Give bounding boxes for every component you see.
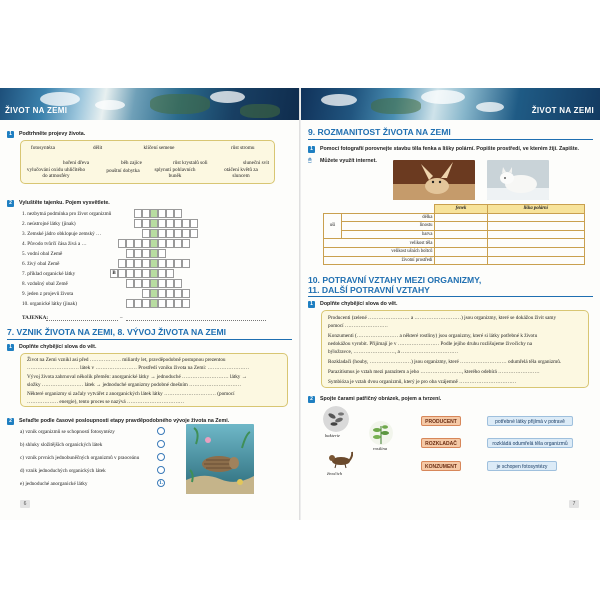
word-box xyxy=(20,140,275,184)
task-number: 2 xyxy=(7,418,14,425)
crossword-solution-cell[interactable] xyxy=(150,239,158,248)
crossword-cell[interactable] xyxy=(142,289,150,298)
section-rule xyxy=(308,139,593,140)
word[interactable]: hoření dřeva xyxy=(63,160,90,166)
crossword-cell[interactable] xyxy=(134,239,142,248)
fill-line[interactable]: Parazitismus je vztah mezi parazitem a jeho ……………………, kterého odebírá …………………… xyxy=(328,369,540,375)
clue: 9. jeden z projevů života xyxy=(22,291,74,297)
crossword-cell[interactable] xyxy=(126,299,134,308)
crossword-cell[interactable] xyxy=(118,239,126,248)
crossword-cell[interactable] xyxy=(174,239,182,248)
crossword-cell[interactable] xyxy=(182,219,190,228)
term-rozkladac[interactable]: ROZKLADAČ xyxy=(421,438,461,448)
crossword-cell[interactable] xyxy=(142,249,150,258)
word[interactable]: klíčení semene xyxy=(143,145,175,151)
crossword-cell[interactable] xyxy=(166,239,174,248)
word[interactable]: růst stromu xyxy=(231,145,255,151)
crossword-cell[interactable] xyxy=(134,219,142,228)
crossword-cell[interactable] xyxy=(174,209,182,218)
word[interactable]: slunečni svit xyxy=(243,160,270,166)
task-hint: Můžete využít internet. xyxy=(320,158,377,164)
crossword-cell[interactable] xyxy=(166,269,174,278)
crossword-cell[interactable] xyxy=(158,209,166,218)
clue: 2. neústrojné látky (jinak) xyxy=(22,221,76,227)
task-number: 2 xyxy=(308,396,315,403)
table-cell[interactable] xyxy=(487,239,584,248)
crossword-solution-cell[interactable] xyxy=(150,299,158,308)
crossword-cell[interactable] xyxy=(182,299,190,308)
crossword-cell[interactable] xyxy=(166,259,174,268)
row-label: velikost ušních boltců xyxy=(324,247,435,256)
table-cell[interactable] xyxy=(487,256,584,265)
word[interactable]: fotosyntéza xyxy=(31,145,55,151)
fill-line[interactable]: Vývoj života zahrnoval několik přeměn: anorganické látky → jednoduché ……………………… látky → xyxy=(27,374,247,380)
section-title: 10. POTRAVNÍ VZTAHY MEZI ORGANIZMY, xyxy=(308,275,482,285)
word[interactable]: dělit xyxy=(93,145,103,151)
task-heading: Spojte čarami patřičný obrázek, pojem a tvrzení. xyxy=(320,396,442,402)
crossword-cell[interactable] xyxy=(142,219,150,228)
table-cell[interactable] xyxy=(435,247,487,256)
word[interactable]: běh zajíce xyxy=(121,160,142,166)
crossword-cell[interactable] xyxy=(134,209,142,218)
clue: 7. příklad organické látky xyxy=(22,271,76,277)
fill-line[interactable]: Konzumenti (…………………… a některé rostliny) jsou organizmy, které si látky potřebné k životu xyxy=(328,333,538,339)
crossword-solution-cell[interactable] xyxy=(150,209,158,218)
crossword-solution-cell[interactable] xyxy=(150,229,158,238)
order-item: b) shluky složitějších organických látek xyxy=(20,442,103,448)
statement[interactable]: potřebné látky přijímá v potravě xyxy=(487,416,573,426)
crossword-letter-cell[interactable]: B xyxy=(110,269,118,278)
table-cell[interactable] xyxy=(435,256,487,265)
bacteria-image[interactable] xyxy=(323,406,349,432)
crossword-cell[interactable] xyxy=(142,269,150,278)
crossword-cell[interactable] xyxy=(158,219,166,228)
fill-line[interactable]: pomocí ……………………. xyxy=(328,323,388,329)
term-producent[interactable]: PRODUCENT xyxy=(421,416,461,426)
crossword-cell[interactable] xyxy=(166,279,174,288)
order-item: a) vznik organizmů se schopností fotosyntézy xyxy=(20,429,115,435)
answer-line[interactable] xyxy=(126,320,266,321)
table-cell[interactable] xyxy=(435,239,487,248)
table-cell[interactable] xyxy=(487,222,584,231)
answer-label: TAJENKA: xyxy=(22,315,49,321)
image-label: bakterie xyxy=(325,433,341,438)
crossword-cell[interactable] xyxy=(142,259,150,268)
page-number: 6 xyxy=(20,500,30,508)
plant-image[interactable] xyxy=(369,420,393,446)
crossword-cell[interactable] xyxy=(134,249,142,258)
order-item: d) vznik jednoduchých organických látek xyxy=(20,468,106,474)
crossword-cell[interactable] xyxy=(158,229,166,238)
crossword-cell[interactable] xyxy=(158,279,166,288)
table-cell[interactable] xyxy=(435,222,487,231)
order-circle[interactable] xyxy=(157,466,165,474)
task-number: 1 xyxy=(308,301,315,308)
crossword-solution-cell[interactable] xyxy=(150,259,158,268)
clue: 8. vzdušný obal Země xyxy=(22,281,68,287)
left-page xyxy=(0,88,299,520)
crossword-solution-cell[interactable] xyxy=(150,289,158,298)
crossword-cell[interactable] xyxy=(134,269,142,278)
clue: 4. Původo tvůrčí čása živá a … xyxy=(22,241,87,247)
section-title: 9. ROZMANITOST ŽIVOTA NA ZEMI xyxy=(308,127,451,137)
crossword-cell[interactable] xyxy=(142,299,150,308)
crossword-cell[interactable] xyxy=(126,259,134,268)
task-heading: Vyluštěte tajenku. Pojem vysvětlete. xyxy=(19,200,110,206)
image-label: živočich xyxy=(327,471,343,476)
order-circle[interactable] xyxy=(157,427,165,435)
word[interactable]: splynutí pohlavních buněk xyxy=(154,167,196,179)
crossword-cell[interactable] xyxy=(118,259,126,268)
crossword-cell[interactable] xyxy=(174,229,182,238)
crossword-cell[interactable] xyxy=(190,229,198,238)
word[interactable]: pouštní dobytka xyxy=(106,168,140,174)
table-header-fennec: fenek xyxy=(435,205,487,214)
crossword-cell[interactable] xyxy=(126,249,134,258)
crossword-cell[interactable] xyxy=(158,269,166,278)
clue: 3. Zemské jádro obklopuje zemský … xyxy=(22,231,102,237)
order-circle-filled[interactable]: 1. xyxy=(157,479,165,487)
task-number: 1 xyxy=(7,344,14,351)
crossword-cell[interactable] xyxy=(126,239,134,248)
crossword-cell[interactable] xyxy=(182,289,190,298)
crossword-cell[interactable] xyxy=(174,279,182,288)
table-cell[interactable] xyxy=(487,230,584,239)
row-group-label: uši xyxy=(324,213,342,239)
table-cell[interactable] xyxy=(435,213,487,222)
word[interactable]: růst krystalů soli xyxy=(173,160,208,166)
crossword-cell[interactable] xyxy=(190,219,198,228)
task-heading: Doplňte chybějící slova do vět. xyxy=(320,301,398,307)
crossword-cell[interactable] xyxy=(182,239,190,248)
crossword-cell[interactable] xyxy=(166,299,174,308)
right-banner-earth-image xyxy=(301,88,600,120)
fill-line[interactable]: ………………………… látek v …………………… Prostředí vzniku života na Zemi: …………………… xyxy=(27,365,250,371)
fill-line[interactable]: Rozkladači (houby, ……………………) jsou organizmy, které ……………………… odumřelá těla organizmů. xyxy=(328,359,562,365)
animal-image[interactable] xyxy=(327,448,353,470)
answer-line[interactable] xyxy=(46,320,118,321)
section-title: 11. DALŠÍ POTRAVNÍ VZTAHY xyxy=(308,285,430,295)
crossword-solution-cell[interactable] xyxy=(150,279,158,288)
order-item: e) jednoduché anorganické látky xyxy=(20,481,88,487)
crossword-cell[interactable] xyxy=(134,259,142,268)
fill-line[interactable]: složky …………………… látek → jednoduché organizmy podobné dnešním ………………………… xyxy=(27,382,242,388)
word[interactable]: otáčení květů za sluncem xyxy=(224,167,258,179)
clue: 6. živý obal Země xyxy=(22,261,60,267)
order-circle[interactable] xyxy=(157,453,165,461)
task-number: 1 xyxy=(7,131,14,138)
crossword-cell[interactable] xyxy=(182,229,190,238)
fill-in-box[interactable] xyxy=(20,353,288,407)
crossword-cell[interactable] xyxy=(118,269,126,278)
internet-icon: 🖱 xyxy=(308,158,312,164)
row-label: životní prostředí xyxy=(324,256,435,265)
task-heading: Doplňte chybějící slova do vět. xyxy=(19,344,97,350)
image-label: rostlina xyxy=(373,446,388,451)
order-item: c) vznik prvních jednobuněčných organizmů v praoceánu xyxy=(20,455,140,461)
crossword-cell[interactable] xyxy=(142,239,150,248)
task-heading: Podtrhněte projevy života. xyxy=(19,131,86,137)
crossword-cell[interactable] xyxy=(182,259,190,268)
table-cell[interactable] xyxy=(435,230,487,239)
crossword-cell[interactable] xyxy=(142,279,150,288)
crossword-solution-cell[interactable] xyxy=(150,249,158,258)
task-number: 2 xyxy=(7,200,14,207)
crossword-cell[interactable] xyxy=(134,299,142,308)
section-title: 7. VZNIK ŽIVOTA NA ZEMI, 8. VÝVOJ ŽIVOTA NA ZEMI xyxy=(7,327,226,337)
right-banner-title: ŽIVOT NA ZEMI xyxy=(531,106,594,115)
crossword-cell[interactable] xyxy=(158,239,166,248)
right-page xyxy=(301,88,600,520)
crossword-cell[interactable] xyxy=(166,219,174,228)
row-label: barva xyxy=(342,230,435,239)
crossword-cell[interactable] xyxy=(166,289,174,298)
comparison-table[interactable] xyxy=(323,204,585,265)
crossword-cell[interactable] xyxy=(166,209,174,218)
crossword-solution-cell[interactable] xyxy=(150,219,158,228)
section-rule xyxy=(7,339,292,340)
crossword-cell[interactable] xyxy=(174,299,182,308)
table-header-arctic-fox: liška polární xyxy=(487,205,584,214)
left-banner-earth-image xyxy=(0,88,299,120)
fill-line[interactable]: ……………… energie), tento proces se nazývá …………………………… xyxy=(27,399,185,405)
crossword-solution-cell[interactable] xyxy=(150,269,158,278)
fill-line[interactable]: Některé organizmy si začaly vytvářet z anorganických látek látky ………………………… (pomocí xyxy=(27,391,235,397)
left-banner-title: ŽIVOT NA ZEMI xyxy=(5,106,68,115)
arctic-fox-photo xyxy=(487,160,549,200)
trilobite-fossil-illustration xyxy=(186,424,254,494)
task-number: 1 xyxy=(308,146,315,153)
fill-in-box[interactable] xyxy=(321,310,589,388)
textbook-spread xyxy=(0,88,600,520)
crossword-cell[interactable] xyxy=(174,289,182,298)
statement[interactable]: rozkládá odumřelá těla organizmů xyxy=(487,438,573,448)
fill-line[interactable]: Život na Zemi vznikl asi před ……………… miliardy let, pravděpodobně postupnou prezentou xyxy=(27,357,226,363)
crossword-cell[interactable] xyxy=(126,279,134,288)
crossword-cell[interactable] xyxy=(158,299,166,308)
crossword-cell[interactable] xyxy=(142,229,150,238)
crossword-cell[interactable] xyxy=(134,279,142,288)
order-circle[interactable] xyxy=(157,440,165,448)
answer-dash: – xyxy=(120,315,123,321)
crossword-cell[interactable] xyxy=(158,259,166,268)
fill-line[interactable]: nedokážou vyrobit. Přijímají je v …………………… Podle jejího druhu rozlišujeme živočichy na xyxy=(328,341,533,347)
clue: 1. nezbytná podmínka pro život organizmů xyxy=(22,211,112,217)
task-heading: Seřaďte podle časové posloupnosti etapy pravděpodobného vývoje života na Zemi. xyxy=(19,418,230,424)
word[interactable]: vylučování oxidu uhličitého do atmosféry xyxy=(26,167,86,179)
statement[interactable]: je schopen fotosyntézy xyxy=(487,461,557,471)
fill-line[interactable]: Producenti (zelené …………………… a ………………………) jsou organizmy, které se dokážou živit samy xyxy=(328,315,557,321)
crossword-cell[interactable] xyxy=(158,289,166,298)
crossword-cell[interactable] xyxy=(158,249,166,258)
page-number: 7 xyxy=(569,500,579,508)
crossword-cell[interactable] xyxy=(174,219,182,228)
row-label: velikost těla xyxy=(324,239,435,248)
fill-line[interactable]: Symbióza je vztah dvou organizmů, který je pro oba vzájemně …………………………… xyxy=(328,379,517,385)
crossword-cell[interactable] xyxy=(166,229,174,238)
fill-line[interactable]: býložravce, ……………………, a …………………………… xyxy=(328,349,459,355)
row-label: délka xyxy=(342,213,435,222)
table-cell[interactable] xyxy=(487,213,584,222)
section-rule xyxy=(308,296,593,297)
fennec-fox-photo xyxy=(393,160,475,200)
clue: 5. vodní obal Země xyxy=(22,251,63,257)
crossword-cell[interactable] xyxy=(174,259,182,268)
term-konzument[interactable]: KONZUMENT xyxy=(421,461,461,471)
task-heading: Pomocí fotografií porovnejte stavbu těla fenka a lišky polární. Popište prostředí, ve kterém žijí. Zapište. xyxy=(320,146,580,152)
table-cell[interactable] xyxy=(487,247,584,256)
crossword-cell[interactable] xyxy=(126,269,134,278)
crossword-cell[interactable] xyxy=(142,209,150,218)
clue: 10. organické látky (jinak) xyxy=(22,301,77,307)
row-label: linostu xyxy=(342,222,435,231)
